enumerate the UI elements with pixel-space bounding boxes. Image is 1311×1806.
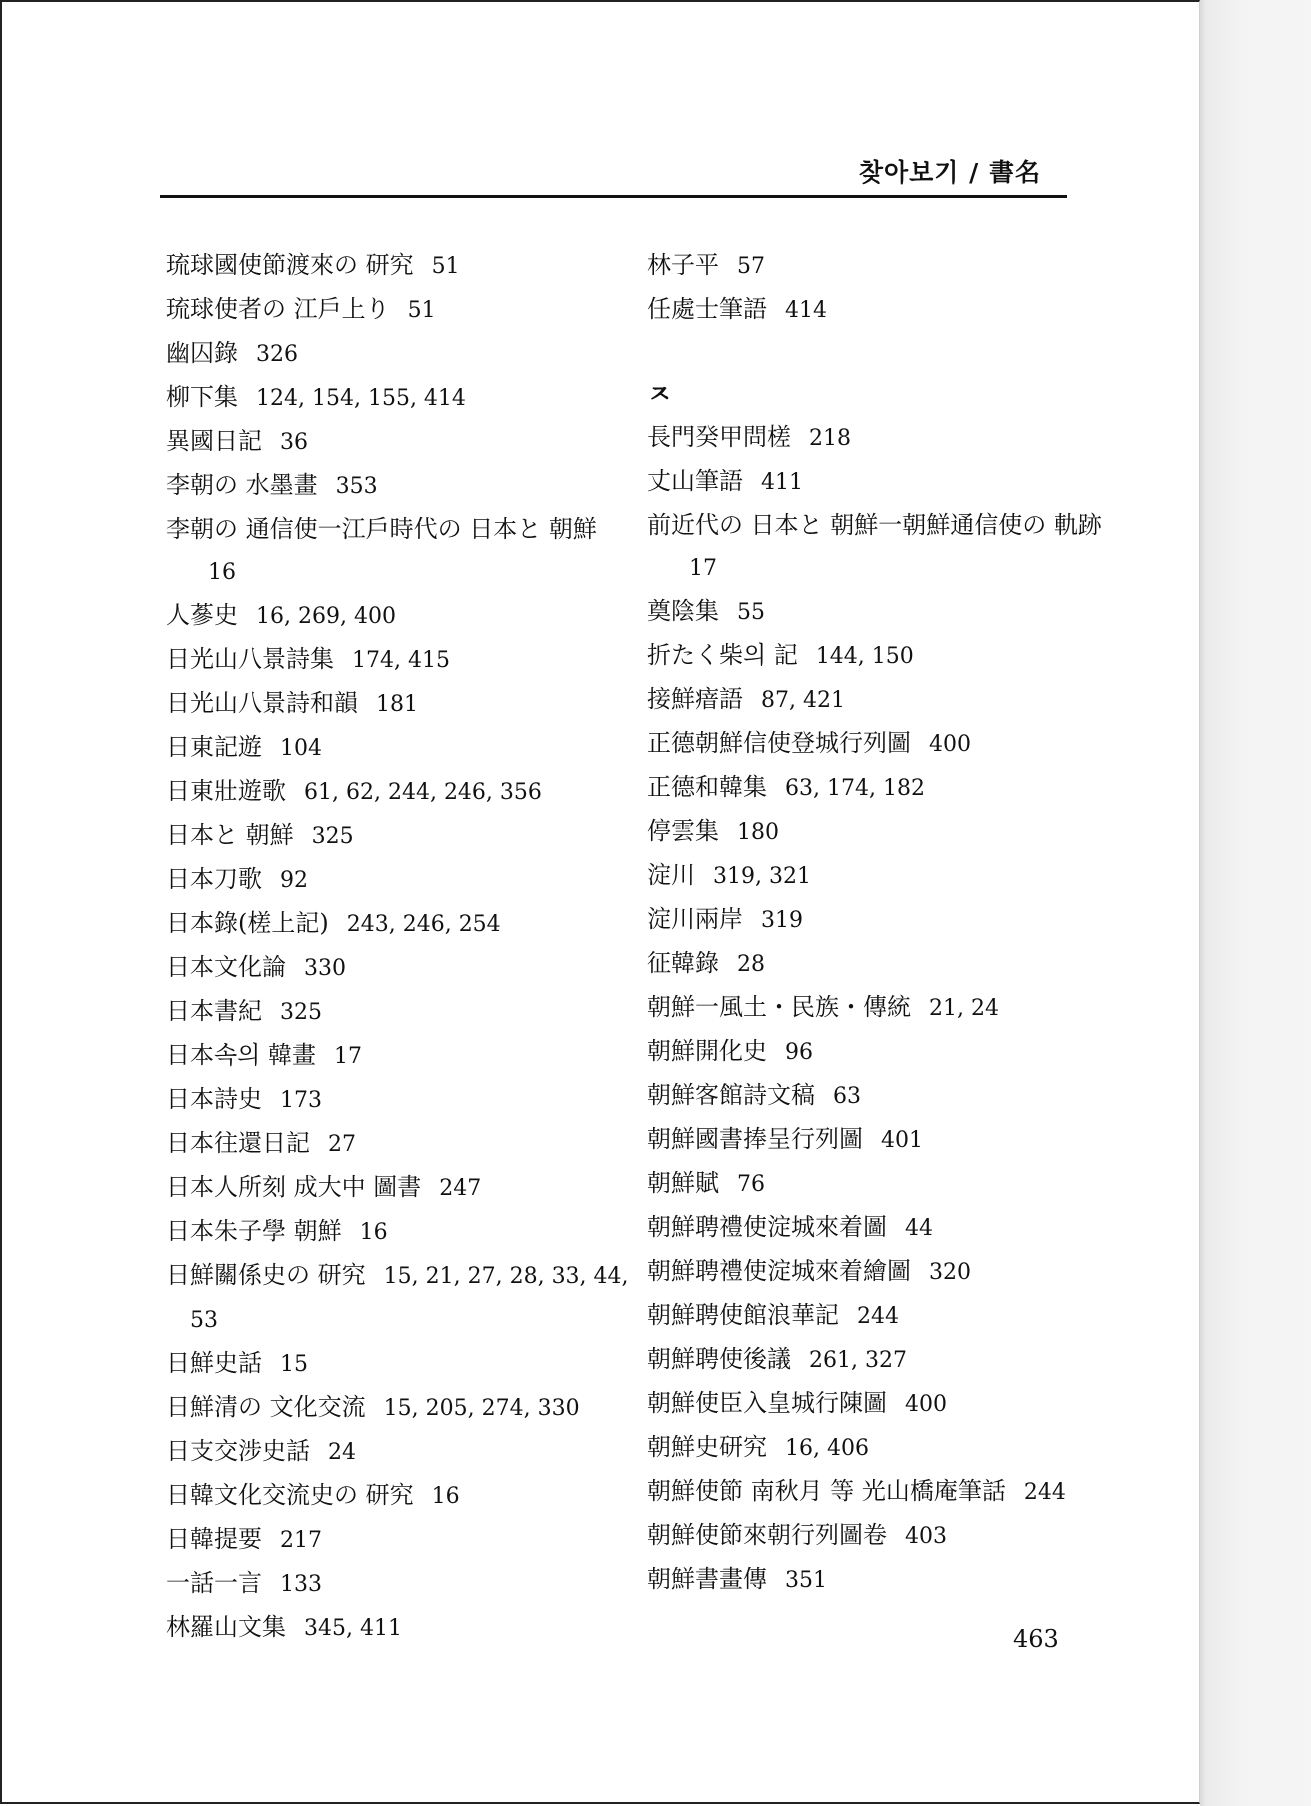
index-entry [647,1338,1107,1382]
entry-title: 奠陰集 [647,597,719,625]
index-entry [166,858,626,902]
entry-pages: 319, 321 [713,864,811,889]
entry-pages: 217 [280,1528,322,1553]
index-entry [647,504,1111,590]
index-entry [647,1514,1107,1558]
entry-title: 日本刀歌 [166,865,262,893]
index-entry [166,332,626,376]
entry-title: 淀川兩岸 [647,905,743,933]
entry-pages: 76 [737,1172,765,1197]
index-column-right [647,244,1107,1602]
index-entry [647,634,1107,678]
entry-pages: 351 [785,1568,827,1593]
index-entry [166,508,630,594]
entry-title: 朝鮮書畫傳 [647,1565,767,1593]
index-entry [647,1162,1107,1206]
entry-pages: 124, 154, 155, 414 [256,386,466,411]
index-entry [647,810,1107,854]
index-entry [166,1562,626,1606]
entry-pages: 92 [280,868,308,893]
entry-pages: 96 [785,1040,813,1065]
entry-pages: 17 [334,1044,362,1069]
entry-pages: 51 [431,254,460,279]
entry-pages: 21, 24 [929,996,999,1021]
index-entry [647,590,1107,634]
entry-pages: 181 [376,692,418,717]
entry-title: 林子平 [647,251,719,279]
index-entry [166,1166,626,1210]
index-entry [166,726,626,770]
index-column-left [166,244,629,1650]
entry-title: 淀川 [647,861,695,889]
entry-title: 接鮮瘖語 [647,685,743,713]
index-group-jieut [647,416,1107,1602]
entry-title: 日鮮史話 [166,1349,262,1377]
entry-title: 琉球使者の 江戶上り [166,295,390,323]
index-entry [647,766,1107,810]
entry-title: 日支交涉史話 [166,1437,310,1465]
index-entry [647,1074,1107,1118]
header-rule [160,195,1067,198]
entry-pages: 61, 62, 244, 246, 356 [304,780,542,805]
entry-title: 征韓錄 [647,949,719,977]
index-entry [166,770,626,814]
entry-title: 日東記遊 [166,733,262,761]
index-entry [166,682,626,726]
entry-pages: 261, 327 [809,1348,907,1373]
entry-pages: 174, 415 [352,648,450,673]
entry-pages: 16 [359,1220,388,1245]
entry-title: 人蔘史 [166,601,238,629]
entry-pages: 414 [785,298,827,323]
index-entry [166,814,626,858]
index-entry [647,1294,1107,1338]
entry-pages: 15, 21, 27, 28, 33, 44, 53 [190,1264,629,1333]
entry-pages: 16, 406 [785,1436,869,1461]
entry-title: 朝鮮聘使館浪華記 [647,1301,839,1329]
entry-title: 任處士筆語 [647,295,767,323]
index-entry [166,1122,626,1166]
index-entry [647,244,1107,288]
entry-pages: 27 [328,1132,356,1157]
entry-pages: 401 [881,1128,923,1153]
entry-pages: 24 [328,1440,356,1465]
entry-pages: 243, 246, 254 [346,912,501,937]
entry-title: 朝鮮開化史 [647,1037,767,1065]
entry-pages: 57 [737,254,765,279]
entry-pages: 16, 269, 400 [256,604,396,629]
entry-pages: 15 [280,1352,308,1377]
entry-title: 日韓提要 [166,1525,262,1553]
entry-pages: 104 [280,736,322,761]
entry-title: 日本朱子學 朝鮮 [166,1217,342,1245]
entry-title: 日本錄(槎上記) [166,909,329,937]
index-entry [166,1606,626,1650]
entry-title: 日本속의 韓畫 [166,1041,316,1069]
entry-title: 朝鮮客館詩文稿 [647,1081,815,1109]
index-entry [166,638,626,682]
entry-pages: 319 [761,908,803,933]
index-entry [166,594,626,638]
index-entry [166,1518,626,1562]
entry-title: 朝鮮聘使後議 [647,1345,791,1373]
section-letter: ㅈ [647,380,673,410]
entry-pages: 330 [304,956,346,981]
index-entry [166,420,626,464]
index-entry [647,986,1107,1030]
entry-title: 日本と 朝鮮 [166,821,294,849]
entry-title: 日韓文化交流史の 研究 [166,1481,414,1509]
entry-title: 日本書紀 [166,997,262,1025]
entry-pages: 28 [737,952,765,977]
index-entry [166,288,626,332]
index-entry [647,1426,1107,1470]
entry-title: 日東壯遊歌 [166,777,286,805]
entry-title: 林羅山文集 [166,1613,286,1641]
entry-title: 朝鮮賦 [647,1169,719,1197]
index-group-top [647,244,1107,332]
entry-pages: 325 [280,1000,322,1025]
entry-pages: 51 [407,298,436,323]
entry-pages: 400 [905,1392,947,1417]
entry-title: 停雲集 [647,817,719,845]
entry-pages: 44 [905,1216,933,1241]
index-entry [166,1430,626,1474]
index-entry [166,1342,626,1386]
entry-pages: 173 [280,1088,322,1113]
entry-title: 日本人所刻 成大中 圖書 [166,1173,422,1201]
index-entry [166,990,626,1034]
index-entry [647,1118,1107,1162]
entry-title: 日本詩史 [166,1085,262,1113]
entry-title: 朝鮮國書捧呈行列圖 [647,1125,863,1153]
page-edge-shadow [1200,0,1311,1806]
entry-pages: 133 [280,1572,322,1597]
entry-pages: 63 [833,1084,861,1109]
index-entry [166,946,626,990]
entry-pages: 16 [431,1484,460,1509]
entry-title: 異國日記 [166,427,262,455]
index-entry [647,722,1107,766]
entry-title: 正德朝鮮信使登城行列圖 [647,729,911,757]
entry-pages: 325 [311,824,354,849]
entry-title: 柳下集 [166,383,238,411]
index-entry [166,1474,626,1518]
entry-pages: 353 [335,474,378,499]
entry-title: 朝鮮使臣入皇城行陳圖 [647,1389,887,1417]
entry-title: 日光山八景詩和韻 [166,689,358,717]
entry-title: 朝鮮使節 南秋月 等 光山橋庵筆話 [647,1477,1006,1505]
entry-title: 正德和韓集 [647,773,767,801]
entry-pages: 17 [689,556,717,581]
entry-pages: 55 [737,600,765,625]
entry-pages: 244 [1023,1480,1066,1505]
index-entry [166,244,626,288]
entry-pages: 247 [439,1176,482,1201]
index-entry [647,288,1107,332]
entry-title: 李朝の 水墨畫 [166,471,318,499]
index-entry [647,416,1107,460]
index-entry [647,678,1107,722]
index-entry [647,1030,1107,1074]
entry-pages: 36 [280,430,308,455]
entry-pages: 244 [857,1304,899,1329]
index-entry [166,902,626,946]
entry-title: 日本文化論 [166,953,286,981]
index-entry [647,1558,1107,1602]
index-entry [166,1210,626,1254]
page-number: 463 [1013,1625,1059,1653]
index-entry [647,1470,1111,1514]
index-entry [166,1254,630,1342]
index-entry [647,854,1107,898]
entry-title: 琉球國使節渡來の 研究 [166,251,414,279]
entry-pages: 16 [208,560,236,585]
entry-pages: 403 [905,1524,947,1549]
entry-title: 日鮮清の 文化交流 [166,1393,366,1421]
entry-title: 日鮮關係史の 研究 [166,1261,366,1289]
index-entry [647,942,1107,986]
index-entry [647,460,1107,504]
entry-pages: 63, 174, 182 [785,776,925,801]
entry-pages: 87, 421 [761,688,845,713]
entry-pages: 180 [737,820,779,845]
index-entry [647,1250,1107,1294]
running-head: 찾아보기 / 書名 [858,158,1041,187]
entry-title: 前近代の 日本と 朝鮮一朝鮮通信使の 軌跡 [647,511,1102,539]
entry-title: 朝鮮史研究 [647,1433,767,1461]
entry-title: 長門癸甲問槎 [647,423,791,451]
entry-pages: 320 [929,1260,971,1285]
entry-pages: 15, 205, 274, 330 [383,1396,580,1421]
entry-title: 朝鮮聘禮使淀城來着圖 [647,1213,887,1241]
entry-title: 日光山八景詩集 [166,645,334,673]
entry-pages: 218 [809,426,851,451]
index-entry [166,1078,626,1122]
entry-title: 朝鮮一風土・民族・傳統 [647,993,911,1021]
entry-pages: 345, 411 [304,1616,402,1641]
entry-pages: 326 [256,342,298,367]
entry-title: 幽囚錄 [166,339,238,367]
entry-title: 折たく柴의 記 [647,641,798,669]
entry-title: 朝鮮使節來朝行列圖卷 [647,1521,887,1549]
entry-title: 李朝の 通信使一江戶時代の 日本と 朝鮮 [166,515,597,543]
index-entry [166,376,626,420]
entry-title: 一話一言 [166,1569,262,1597]
entry-title: 丈山筆語 [647,467,743,495]
index-entry [166,1386,626,1430]
index-entry [166,1034,626,1078]
entry-pages: 144, 150 [815,644,914,669]
index-entry [166,464,626,508]
index-entry [647,1382,1107,1426]
entry-title: 朝鮮聘禮使淀城來着繪圖 [647,1257,911,1285]
entry-title: 日本往還日記 [166,1129,310,1157]
index-entry [647,1206,1107,1250]
index-entry [647,898,1107,942]
entry-pages: 400 [929,732,971,757]
entry-pages: 411 [761,470,803,495]
